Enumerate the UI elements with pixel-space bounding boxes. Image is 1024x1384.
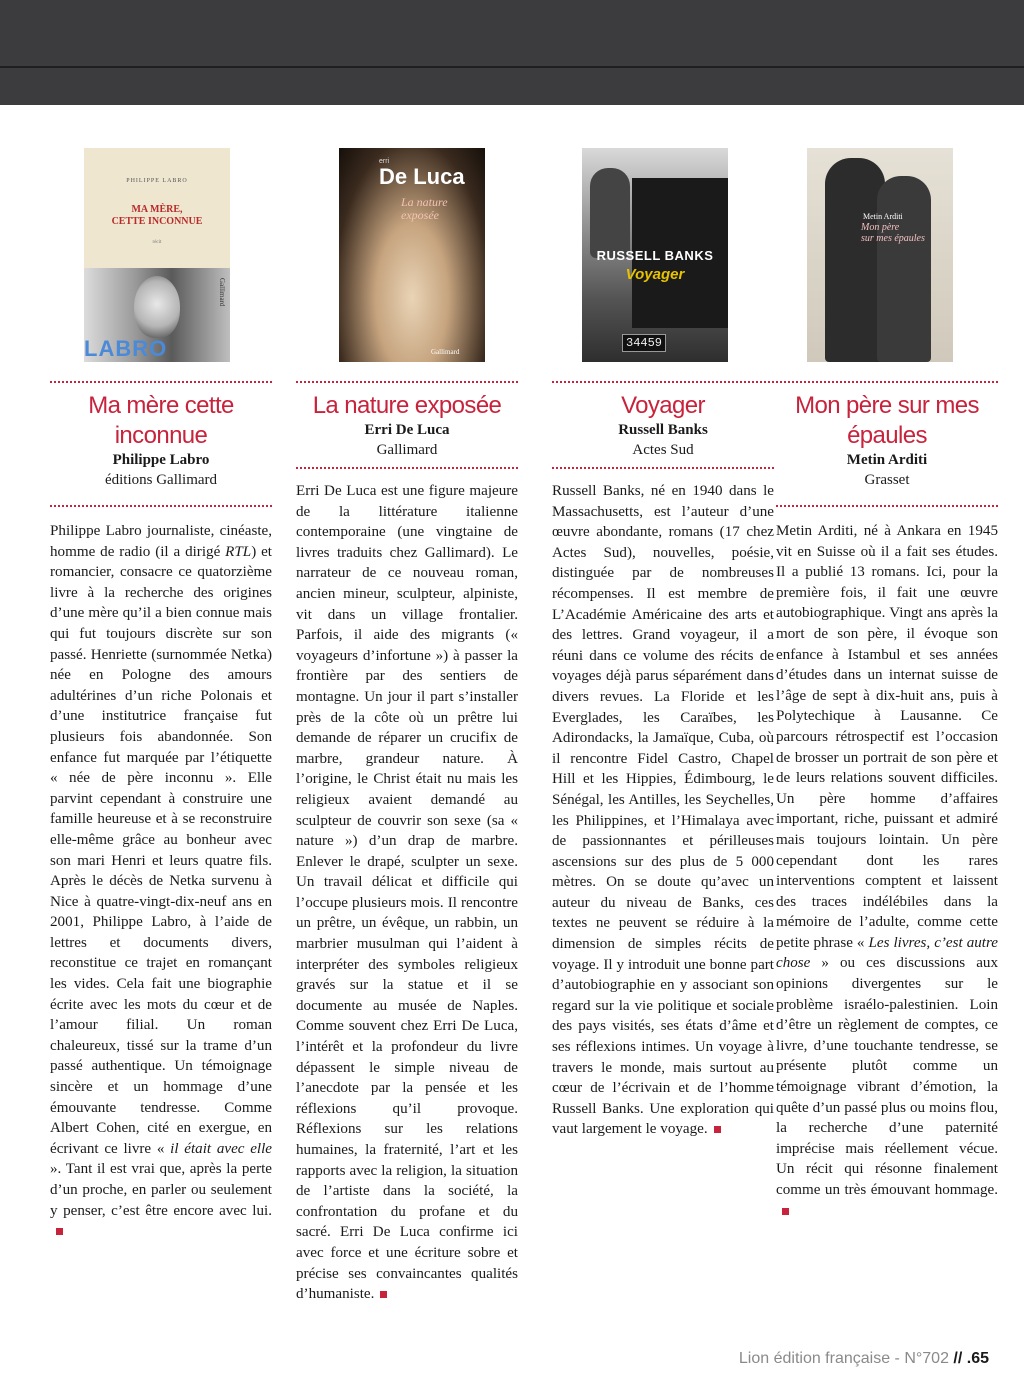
- book-title: Ma mère cette inconnue: [88, 392, 234, 449]
- divider-dots: [552, 467, 774, 469]
- book-author: Metin Arditi: [846, 452, 928, 468]
- cover-title: MA MÈRE, CETTE INCONNUE: [111, 204, 203, 227]
- divider-dots: [776, 505, 998, 507]
- page-number: .65: [966, 1350, 989, 1367]
- banner-divider: [0, 66, 1024, 68]
- end-mark: [380, 1291, 387, 1298]
- book-publisher: éditions Gallimard: [104, 472, 218, 488]
- cover-figure-son: [877, 176, 931, 362]
- book-cover-2: [339, 148, 485, 362]
- book-author: Russell Banks: [618, 422, 708, 438]
- book-cover-3: [582, 148, 728, 362]
- divider-dots: [50, 381, 272, 383]
- cover-title: Mon père sur mes épaules: [861, 222, 925, 244]
- book-cover-1: [84, 148, 230, 362]
- cover-title: Voyager: [625, 266, 685, 283]
- end-mark: [782, 1208, 789, 1215]
- cover-figure-father: [825, 158, 885, 362]
- divider-dots: [50, 505, 272, 507]
- book-publisher: Actes Sud: [632, 442, 694, 458]
- cover-author: De Luca: [379, 164, 465, 189]
- cover-license-plate: 34459: [622, 334, 666, 352]
- book-publisher: Grasset: [864, 472, 910, 488]
- book-author: Erri De Luca: [364, 422, 450, 438]
- cover-figure: [590, 168, 630, 258]
- cover-overlay-text: LABRO: [84, 336, 168, 361]
- review-text: Russell Banks, né en 1940 dans le Massachusetts, est l’auteur d’une œuvre abondante, romans (17 chez Actes Sud), nouvelles, poésie, distinguée par de nombreuses récompenses. Il est membre de L’Académie Américaine des arts et des lettres. Grand voyageur, il a réuni dans ce volume des récits de voyages déjà parus séparément dans divers revues. La Floride et les Everglades, les Caraïbes, les Adirondacks, la Jamaïque, Cuba, où il rencontre Fidel Castro, Chapel Hill et les Hippies, Édimbourg, le Sénégal, les Antilles, les Seychelles, les Philippines, et l’Himalaya avec de passionnantes et périlleuses ascensions sur des plus de 5 000 mètres. On se doute qu’avec un auteur du niveau de Banks, ces textes ne peuvent se réduire à la dimension de simples récits de voyage. Il y introduit une bonne part d’autobiographie en y associant son regard sur la vie politique et sociale des pays visités, ses états d’âme et ses réflexions intimes. Un voyage à travers le monde, mais surtout au cœur de l’écrivain et de l’homme Russell Banks. Une exploration qui vaut largement le voyage.: [552, 483, 774, 1138]
- magazine-issue: Lion édition française - N°702: [738, 1350, 949, 1367]
- divider-dots: [296, 467, 518, 469]
- book-title: Mon père sur mes épaules: [795, 392, 979, 449]
- review-header: [776, 391, 998, 490]
- cover-genre: récit: [152, 240, 162, 245]
- cover-portrait: [134, 276, 180, 338]
- book-title: La nature exposée: [312, 392, 502, 419]
- footer-separator: //: [948, 1350, 967, 1367]
- book-title: Voyager: [621, 392, 705, 419]
- review-header: [552, 391, 774, 460]
- divider-dots: [776, 381, 998, 383]
- end-mark: [714, 1126, 721, 1133]
- book-publisher: Gallimard: [376, 442, 438, 458]
- cover-title: La nature exposée: [401, 195, 448, 222]
- top-banner: [0, 0, 1024, 105]
- review-header: [296, 391, 518, 460]
- review-text: Metin Arditi, né à Ankara en 1945 vit en Suisse où il a fait ses études. Il a publié 13 romans. Ici, pour la première fois, il fait une œuvre autobiographique. Vingt ans après la mort de son père, il évoque son enfance à Istambul et ses années d’études dans un internat suisse de l’âge de sept à dix-huit ans, puis à Polytechique à Lausanne. Ce parcours rétrospectif est l’occasion de brosser un portrait de son père et de leurs relations souvent difficiles. Un père homme d’affaires important, riche, puissant et admiré mais toujours lointain. Un père cependant dont les rares interventions comptent et laissent des traces indélébiles dans la mémoire de l’adulte, comme cette petite phrase « Les livres, c’est autre chose » ou ces discussions aux opinions divergentes sur le problème israélo-palestinien. Loin d’être un règlement de comptes, ce livre, d’une touchante tendresse, se présente plutôt comme un témoignage vibrant d’émotion, la quête d’un passé plus ou moins flou, la recherche d’une paternité imprécise mais réellement vécue. Un récit qui résonne finalement comme un très émouvant hommage.: [776, 521, 998, 1221]
- end-mark: [56, 1228, 63, 1235]
- cover-author: Metin Arditi: [863, 212, 903, 221]
- book-cover-4: [807, 148, 953, 362]
- divider-dots: [296, 381, 518, 383]
- cover-author: RUSSELL BANKS: [596, 248, 714, 263]
- cover-author: PHILIPPE LABRO: [126, 178, 188, 184]
- review-text: Erri De Luca est une figure majeure de la littérature italienne contemporaine (une vingtaine de livres traduits chez Gallimard). Le narrateur de ce nouveau roman, ancien mineur, sculpteur, alpiniste, vit dans un village frontalier. Parfois, il aide des migrants (« voyageurs d’infortune ») à passer la frontière par des sentiers de montagne. Un jour il part s’installer près de la côte où un prêtre lui demande de réparer un crucifix de marbre, grandeur nature. À l’origine, le Christ était nu mais les religieux avaient demandé au sculpteur de couvrir son sexe (sa « nature ») d’un drap de marbre. Enlever le drapé, sculpter un sexe. Un travail délicat et difficile qui l’occupe plusieurs mois. Il rencontre un prêtre, un évêque, un rabbin, un marbrier musulman qui l’aident à interpréter des symboles religieux gravés sur la statue et il se documente au musée de Naples. Comme souvent chez Erri De Luca, l’intérêt et la profondeur du livre dépassent le simple niveau de l’anecdote par la pensée et les réflexions qu’il provoque. Réflexions sur les relations humaines, la fraternité, l’art et les rapports avec la religion, la situation de l’artiste dans la société, la confrontation du profane et du sacré. Erri De Luca confirme ici avec force et une écriture sobre et précise ses convaincantes qualités d’humaniste.: [296, 483, 518, 1303]
- review-header: [50, 391, 272, 490]
- page-footer: [739, 1350, 989, 1368]
- book-author: Philippe Labro: [112, 452, 210, 468]
- review-text: Philippe Labro journaliste, cinéaste, homme de radio (il a dirigé RTL) et romancier, consacre ce quatorzième livre à la recherche des origines d’une mère qu’il a bien connue mais qui fut toujours discrète sur son passé. Henriette (surnommée Netka) née en Pologne des amours adultérines d’un riche Polonais et d’une institutrice française fut plusieurs fois abandonnée. Son enfance fut marquée par l’étiquette « née de père inconnu ». Elle parvint cependant à construire une famille heureuse et à se reconstruire elle-même grâce au bonheur avec son mari Henri et leurs quatre fils. Après le décès de Netka survenu à Nice à quatre-vingt-dix-neuf ans en 2001, Philippe Labro, à l’aide de lettres et documents divers, reconstitue ce trajet en romançant les vides. Cela fait une biographie écrite avec les mots du cœur et de l’amour filial. Un roman chaleureux, tissé sur la trame d’un passé authentique. Un témoignage sincère et un hommage d’une émouvante tendresse. Comme Albert Cohen, cité en exergue, en écrivant ce livre « il était avec elle ». Tant il est vrai que, après la perte d’un proche, en parler ou seulement y penser, c’est être encore avec lui.: [50, 521, 272, 1242]
- divider-dots: [552, 381, 774, 383]
- cover-author-first: erri: [379, 158, 390, 165]
- cover-publisher: Gallimard: [218, 278, 226, 307]
- cover-publisher: Gallimard: [431, 348, 460, 356]
